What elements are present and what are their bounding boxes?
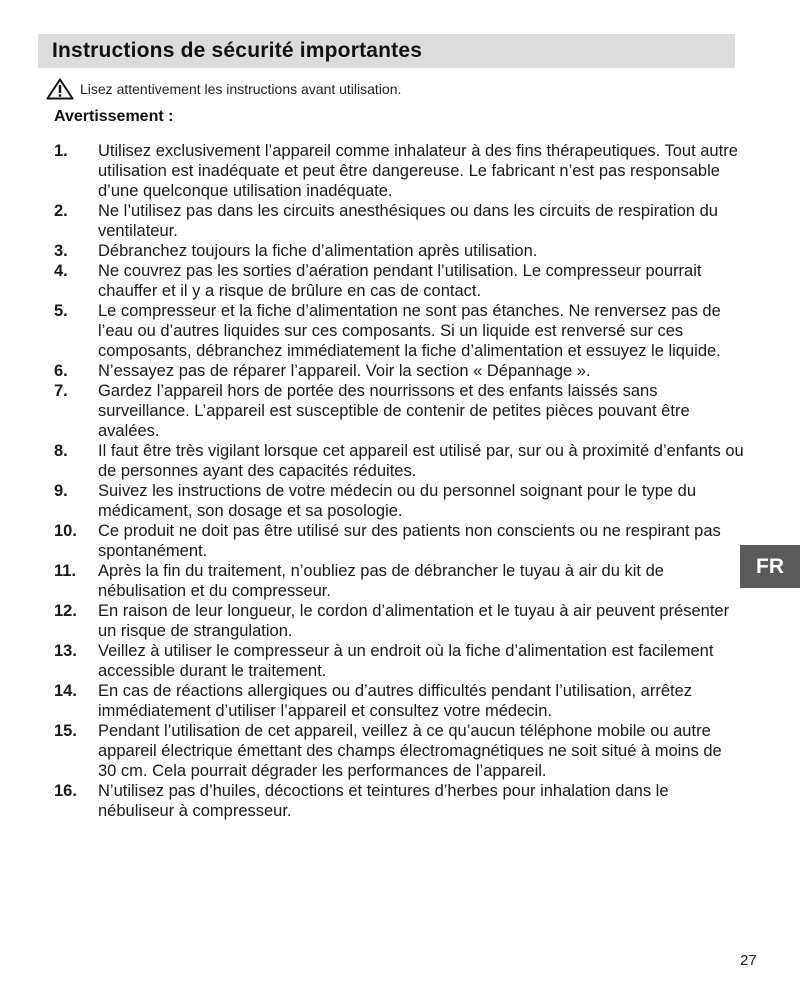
item-number: 12. <box>54 602 77 620</box>
item-number: 10. <box>54 522 77 540</box>
list-item <box>54 301 744 361</box>
warning-triangle-icon <box>46 78 74 100</box>
item-number: 4. <box>54 262 68 280</box>
item-text: Suivez les instructions de votre médecin ou du personnel soignant pour le type du médicament, son dosage et sa posologie. <box>98 482 697 520</box>
list-item <box>54 601 744 641</box>
read-instructions-note <box>46 78 401 100</box>
warning-heading: Avertissement : <box>54 108 174 125</box>
item-text: En cas de réactions allergiques ou d’autres difficultés pendant l’utilisation, arrêtez immédiatement d’utiliser l’appareil et consultez votre médecin. <box>98 682 693 720</box>
item-text: N’utilisez pas d’huiles, décoctions et teintures d’herbes pour inhalation dans le nébuliseur à compresseur. <box>98 782 669 820</box>
item-text: Il faut être très vigilant lorsque cet appareil est utilisé par, sur ou à proximité d’enfants ou de personnes ayant des capacités réduites. <box>98 442 744 480</box>
item-number: 13. <box>54 642 77 660</box>
item-number: 9. <box>54 482 68 500</box>
item-text: Veillez à utiliser le compresseur à un endroit où la fiche d’alimentation est facilement accessible durant le traitement. <box>98 642 714 680</box>
safety-instructions-list <box>54 141 744 821</box>
list-item <box>54 361 744 381</box>
item-number: 3. <box>54 242 68 260</box>
item-text: Le compresseur et la fiche d’alimentation ne sont pas étanches. Ne renversez pas de l’eau ou d’autres liquides sur ces composants. Si un liquide est renversé sur ces composants, débranchez immédiatement la fiche d’alimentation et essuyez le liquide. <box>98 302 721 360</box>
list-item <box>54 261 744 301</box>
item-number: 6. <box>54 362 68 380</box>
item-number: 1. <box>54 142 68 160</box>
item-text: Débranchez toujours la fiche d’alimentation après utilisation. <box>98 242 538 260</box>
item-number: 11. <box>54 562 77 580</box>
item-number: 2. <box>54 202 68 220</box>
list-item <box>54 681 744 721</box>
item-text: Pendant l’utilisation de cet appareil, veillez à ce qu’aucun téléphone mobile ou autre appareil électrique émettant des champs électromagnétiques ne soit situé à moins de 30 cm. Cela pourrait dégrader les performances de l’appareil. <box>98 722 722 780</box>
item-number: 8. <box>54 442 68 460</box>
note-text: Lisez attentivement les instructions avant utilisation. <box>80 81 402 97</box>
list-item <box>54 781 744 821</box>
item-text: Utilisez exclusivement l’appareil comme inhalateur à des fins thérapeutiques. Tout autre utilisation est inadéquate et peut être dangereuse. Le fabricant n’est pas responsable d’une quelconque utilisation inadéquate. <box>98 142 738 200</box>
list-item <box>54 481 744 521</box>
item-text: Après la fin du traitement, n’oubliez pas de débrancher le tuyau à air du kit de nébulisation et du compresseur. <box>98 562 664 600</box>
item-text: Gardez l’appareil hors de portée des nourrissons et des enfants laissés sans surveillance. L’appareil est susceptible de contenir de petites pièces pouvant être avalées. <box>98 382 690 440</box>
list-item <box>54 641 744 681</box>
item-number: 15. <box>54 722 77 740</box>
item-text: Ce produit ne doit pas être utilisé sur des patients non conscients ou ne respirant pas spontanément. <box>98 522 721 560</box>
item-text: En raison de leur longueur, le cordon d’alimentation et le tuyau à air peuvent présenter un risque de strangulation. <box>98 602 730 640</box>
item-number: 16. <box>54 782 77 800</box>
item-number: 14. <box>54 682 77 700</box>
item-text: Ne couvrez pas les sorties d’aération pendant l’utilisation. Le compresseur pourrait chauffer et il y a risque de brûlure en cas de contact. <box>98 262 702 300</box>
list-item <box>54 381 744 441</box>
item-text: Ne l’utilisez pas dans les circuits anesthésiques ou dans les circuits de respiration du ventilateur. <box>98 202 718 240</box>
section-header <box>38 34 735 68</box>
list-item <box>54 241 744 261</box>
language-tab: FR <box>740 545 800 588</box>
list-item <box>54 141 744 201</box>
list-item <box>54 721 744 781</box>
list-item <box>54 201 744 241</box>
page-number: 27 <box>740 952 757 969</box>
item-number: 5. <box>54 302 68 320</box>
item-number: 7. <box>54 382 68 400</box>
item-text: N’essayez pas de réparer l’appareil. Voir la section « Dépannage ». <box>98 362 591 380</box>
list-item <box>54 521 744 561</box>
list-item <box>54 561 744 601</box>
list-item <box>54 441 744 481</box>
page-title: Instructions de sécurité importantes <box>52 39 423 62</box>
